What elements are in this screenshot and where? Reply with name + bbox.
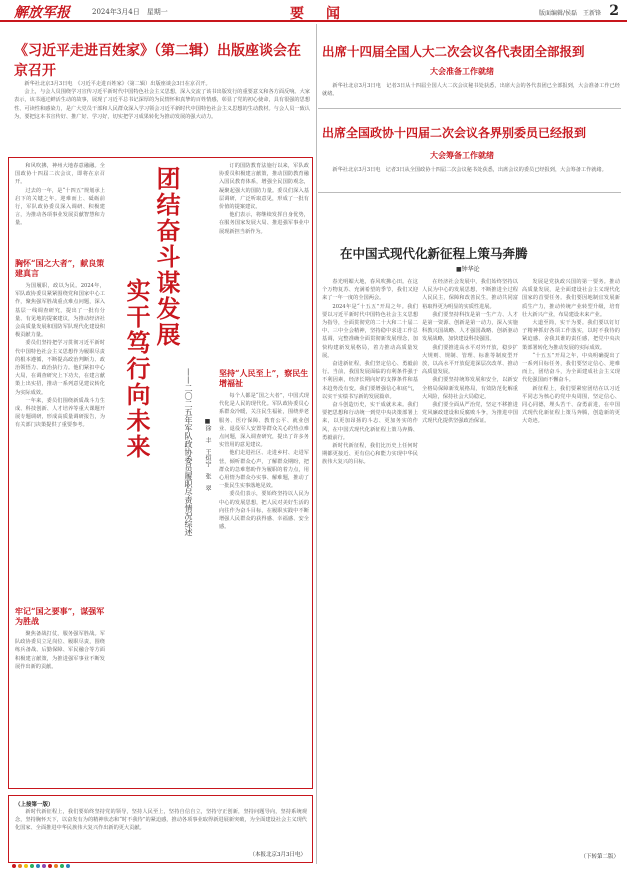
section-title: 要 闻 bbox=[290, 6, 344, 22]
article2-body: 新华社北京3月3日电 记者3日从十四届全国人大二次会议秘书处获悉，出席大会的各代表团已全部报到，大会准备工作已经就绪。 bbox=[322, 83, 620, 98]
article4-author: ■钟华论 bbox=[456, 266, 480, 273]
feature-col1b: 聚焦备战打仗，服务强军胜战。军队政协委员立足岗位、履职尽责，围绕练兵备战、后勤保障、军民融合等方面积极建言献策，为推进强军事业不断发展作出新的贡献。 bbox=[15, 631, 105, 670]
feature-col3: 订的国防教育法施行以来，军队政协委员积极建言献策，推动国防教育融入国民教育体系，增强全民国防观念，凝聚起强大的国防力量。委员们深入基层调研，广泛听取意见，形成了一批有价值的提案建议。 他们表示，将继续发挥自身优势，在服务国家发展大局、推进强军事业中展现新担当新作为。 bbox=[219, 163, 309, 235]
continuation-body: 新时代新征程上，我们要始终坚持党的领导，坚持人民至上，坚持自信自立，坚持守正创新，坚持问题导向，坚持系统观念，坚持胸怀天下，以奋发有为的精神状态和“时不我待”的紧迫感，推动各项事业取得新进展新突破，为全面建设社会主义现代化国家、全面推进中华民族伟大复兴作出新的更大贡献。 bbox=[15, 809, 307, 832]
article4-col1: 春光明媚大地，春风吹拂心田。在这个万物复苏、充满希望的季节，我们又迎来了一年一度的全国两会。 2024年是“十五五”开局之年。我们要以习近平新时代中国特色社会主义思想为指导，全面贯彻党的二十大和二十届二中、三中全会精神，坚持稳中求进工作总基调，完整准确全面贯彻新发展理念，加快构建新发展格局，着力推动高质量发展。 奋进新征程，我们坚定信心、勇毅前行。当前，我国发展面临的有利条件强于不利因素，经济长期向好的支撑条件和基本趋势没有变。我们要增强信心和底气，以实干实绩书写新的发展篇章。 奋斗创造历史，实干成就未来。我们要把思想和行动统一到党中央决策部署上来，以更加昂扬的斗志、更加务实的作风，在中国式现代化新征程上策马奔腾、勇毅前行。 新时代新征程，我们比历史上任何时期都更接近、更有信心和能力实现中华民族伟大复兴的目标。 bbox=[322, 279, 418, 466]
article4-col3: 发展是党执政兴国的第一要务。推动高质量发展，是全面建设社会主义现代化国家的首要任务。我们要因地制宜发展新质生产力，推动传统产业转型升级，培育壮大新兴产业，布局建设未来产业。 大道至简，实干为要。我们要以钉钉子精神抓好各项工作落实，以时不我待的紧迫感、舍我其谁的责任感，把党中央决策部署转化为推动发展的实际成效。 “十五五”开局之年，中央明确提出了一系列目标任务，我们要坚定信心、迎难而上，团结奋斗，为全面建成社会主义现代化强国而不懈奋斗。 新征程上，我们要紧密团结在以习近平同志为核心的党中央周围，坚定信心、同心同德，埋头苦干、奋勇前进，在中国式现代化新征程上策马奔腾，创造新的更大奇迹。 bbox=[522, 279, 620, 425]
feature-title-1: 团结奋斗谋发展 bbox=[152, 166, 181, 348]
page-number: 2 bbox=[609, 3, 619, 19]
feature-heading3: 牢记“国之要事”，谋强军为胜战 bbox=[15, 606, 105, 626]
column-divider bbox=[316, 24, 317, 864]
feature-title-2: 实干笃行向未来 bbox=[122, 278, 151, 460]
feature-author: ■徐 丰 王烜宁 张 翠 bbox=[204, 418, 211, 491]
feature-lead: 和风吹拂，神州大地春意融融。全国政协十四届二次会议，即将在京召开。 过去的一年，是“十四五”规划承上启下的关键之年。迎难而上、砥砺前行，军队政协委员深入调研、积极建言，为推动各项事业发展贡献智慧和力量。 bbox=[15, 163, 105, 227]
article2-subtitle: 大会准备工作就绪 bbox=[430, 66, 494, 76]
feature-col1: 为国履职，政以为民。2024年，军队政协委员紧紧围绕党和国家中心工作，聚焦强军胜战重点难点问题，深入基层一线调查研究，提出了一批有分量、有见地的提案建议，为推动经济社会高质量发展和国防军队现代化建设积极贡献力量。 委员们坚持把学习贯彻习近平新时代中国特色社会主义思想作为履职尽责的根本遵循，不断提高政治判断力、政治领悟力、政治执行力。他们紧扣中心大局，在调查研究上下功夫，在建言献策上出实招，推动一系列意见建议转化为实际成效。 一年来，委员们围绕新质战斗力生成、科技创新、人才培养等重大课题开展专题调研，形成高质量调研报告，为有关部门决策提供了重要参考。 bbox=[15, 283, 105, 429]
divider bbox=[318, 108, 621, 109]
article3-title: 出席全国政协十四届二次会议各界别委员已经报到 bbox=[322, 126, 587, 140]
feature-col3b: 每个人都是“国之大者”，中国式现代化是人民的现代化。军队政协委员心系群众冷暖，关注民生福祉，围绕养老服务、医疗保障、教育公平、就业创业、退役军人安置等群众关心的热点难点问题，深入调查研究，提出了许多务实管用的意见建议。 他们走进社区、走进乡村、走进军营，倾听群众心声，了解群众期盼，把群众的急难愁盼作为履职的着力点，用心用情为群众办实事、解难题，推动了一批民生实事落地见效。 委员们表示，要始终坚持以人民为中心的发展思想，把人民对美好生活的向往作为奋斗目标，在履职实践中不断增强人民群众的获得感、幸福感、安全感。 bbox=[219, 393, 309, 531]
dateline: 2024年3月4日 星期一 bbox=[92, 8, 168, 16]
article1-body: 新华社北京3月3日电 《习近平走进百姓家》（第二辑）出版座谈会3日在京召开。 会上，与会人员围绕学习宣传习近平新时代中国特色社会主义思想，深入交流了该书出版发行的重要意义和各方面反响。大家表示，该书通过鲜活生动的故事，展现了习近平总书记深厚的为民情怀和真挚的百姓情感，彰显了党的初心使命，具有很强的思想性、可读性和感染力，是广大党员干部和人民群众深入学习领会习近平新时代中国特色社会主义思想的生动教材。与会人员一致认为，要把这本书宣传好、推广好、学习好，切实把学习成果转化为推动发展的强大动力。 bbox=[14, 81, 310, 120]
article3-body: 新华社北京3月3日电 记者3日从全国政协十四届二次会议秘书处获悉，出席会议的委员已经报到，大会筹备工作就绪。 bbox=[332, 167, 607, 173]
article2-title: 出席十四届全国人大二次会议各代表团全部报到 bbox=[322, 44, 585, 59]
masthead bbox=[0, 0, 627, 22]
article1-title: 《习近平走进百姓家》（第二辑）出版座谈会在京召开 bbox=[14, 43, 301, 79]
divider bbox=[318, 192, 621, 193]
feature-subtitle: ——二〇二五年军队政协委员履职尽责情况综述 bbox=[184, 368, 193, 536]
continuation-label: （上接第一版） bbox=[15, 802, 54, 808]
feature-box bbox=[8, 157, 313, 789]
feature-heading2: 坚持“人民至上”，察民生增福祉 bbox=[219, 368, 309, 388]
newspaper-logo: 解放军报 bbox=[14, 5, 70, 21]
article4-tail: （下转第二版） bbox=[580, 854, 619, 860]
editors: 版面编辑/侯磊 王新锋 bbox=[538, 10, 601, 17]
feature-heading1: 胸怀“国之大者”，献良策建真言 bbox=[15, 258, 105, 278]
article3-subtitle: 大会筹备工作就绪 bbox=[430, 150, 494, 160]
continuation-tail: （本报北京3月3日电） bbox=[249, 852, 306, 858]
article4-col2: 在经济社会发展中，我们始终坚持以人民为中心的发展思想，不断推进全过程人民民主，保障和改善民生，推动共同富裕取得更为明显的实质性进展。 我们要坚持科技是第一生产力、人才是第一资源、创新是第一动力，深入实施科教兴国战略、人才强国战略、创新驱动发展战略，加快建设科技强国。 我们要推进高水平对外开放，稳步扩大规则、规制、管理、标准等制度型开放，以高水平开放促进深层次改革、推动高质量发展。 我们要坚持统筹发展和安全，以新安全格局保障新发展格局，有效防范化解重大风险，保持社会大局稳定。 我们要全面从严治党，坚定不移推进党风廉政建设和反腐败斗争，为推进中国式现代化提供坚强政治保证。 bbox=[422, 279, 518, 425]
decorative-dots bbox=[12, 853, 72, 872]
article4-title: 在中国式现代化新征程上策马奔腾 bbox=[340, 246, 528, 261]
